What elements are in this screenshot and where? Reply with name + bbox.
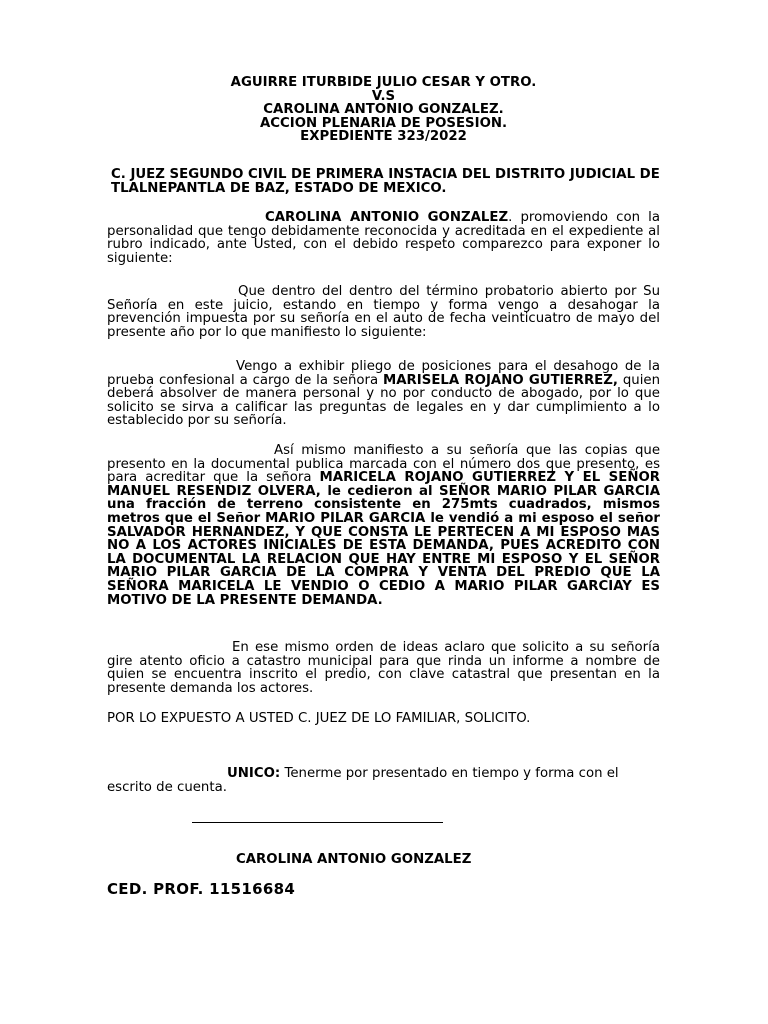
paragraph-posiciones-text1: Vengo a exhibir pliego de posiciones para el desahogo de la prueba confesional a cargo de la señora — [107, 359, 660, 388]
paragraph-solicito: POR LO EXPUESTO A USTED C. JUEZ DE LO FAMILIAR, SOLICITO. — [107, 711, 531, 726]
header-versus: V.S — [371, 88, 396, 104]
paragraph-term — [107, 285, 660, 339]
header-action: ACCION PLENARIA DE POSESION. — [259, 115, 508, 131]
absolvente-name: MARISELA ROJANO GUTIERREZ, — [383, 372, 618, 388]
paragraph-posiciones-text2: quien deberá absolver de manera personal y no por conducto de abogado, por lo que solicito se sirva a calificar las preguntas de legales en y dar cumplimiento a lo establecido por su señoría. — [107, 372, 660, 429]
paragraph-documental — [107, 444, 660, 607]
intro-text: . promoviendo con la personalidad que tengo debidamente reconocida y acreditada en el expediente al rubro indicado, ante Usted, con el debido respeto comparezco para exponer lo siguiente: — [107, 210, 660, 266]
paragraph-unico — [107, 767, 660, 794]
header-parties: AGUIRRE ITURBIDE JULIO CESAR Y OTRO. — [230, 75, 537, 90]
paragraph-posiciones — [107, 360, 660, 428]
paragraph-term-text: Que dentro del dentro del término probatorio abierto por Su Señoría en este juicio, estando en tiempo y forma vengo a desahogar la prevención impuesta por su señoría en el auto de fecha veinticuatro de mayo del presente año por lo que manifiesto lo siguiente: — [107, 284, 660, 340]
paragraph-documental-text: Así mismo manifiesto a su señoría que las copias que presento en la documental publica marcada con el número dos que presento, es para acreditar que la señora — [107, 443, 660, 486]
intro-paragraph — [107, 211, 660, 265]
addressee: C. JUEZ SEGUNDO CIVIL DE PRIMERA INSTACIA DEL DISTRITO JUDICIAL DE TLALNEPANTLA DE BAZ, ESTADO DE MEXICO. — [111, 167, 660, 196]
professional-id: CED. PROF. 11516684 — [107, 880, 296, 898]
header-case-number: EXPEDIENTE 323/2022 — [300, 129, 467, 145]
unico-text: Tenerme por presentado en tiempo y forma con el escrito de cuenta. — [107, 766, 619, 795]
unico-label: UNICO: — [227, 766, 281, 781]
header-defendant: CAROLINA ANTONIO GONZALEZ. — [263, 102, 504, 118]
paragraph-documental-bold: MARICELA ROJANO GUTIERREZ Y EL SEÑOR MANUEL RESENDIZ OLVERA, le cedieron al SEÑOR MARIO PILAR GARCIA una fracción de terreno consistente en 275mts cuadrados, mismos metros que el Señor MARIO PILAR GARCIA le vendió a mi esposo el señor SALVADOR HERNANDEZ, Y QUE CONSTA LE PERTECEN A MI ESPOSO MAS NO A LOS ACTORES INICIALES DE ESTA DEMANDA, PUES ACREDITO CON LA DOCUMENTAL LA RELACION QUE HAY ENTRE MI ESPOSO Y EL SEÑOR MARIO PILAR GARCIA DE LA COMPRA Y VENTA DEL PREDIO QUE LA SEÑORA MARICELA LE VENDIO O CEDIO A MARIO PILAR GARCIAY ES MOTIVO DE LA PRESENTE DEMANDA. — [107, 470, 660, 608]
paragraph-catastro — [107, 641, 660, 695]
paragraph-catastro-text: En ese mismo orden de ideas aclaro que solicito a su señoría gire atento oficio a catastro municipal para que rinda un informe a nombre de quien se encuentra inscrito el predio, con clave catastral que presentan en la presente demanda los actores. — [107, 640, 660, 696]
case-header — [107, 76, 660, 144]
signature-name: CAROLINA ANTONIO GONZALEZ — [236, 852, 472, 867]
signature-line — [192, 822, 443, 823]
promovente-name: CAROLINA ANTONIO GONZALEZ — [265, 210, 509, 225]
